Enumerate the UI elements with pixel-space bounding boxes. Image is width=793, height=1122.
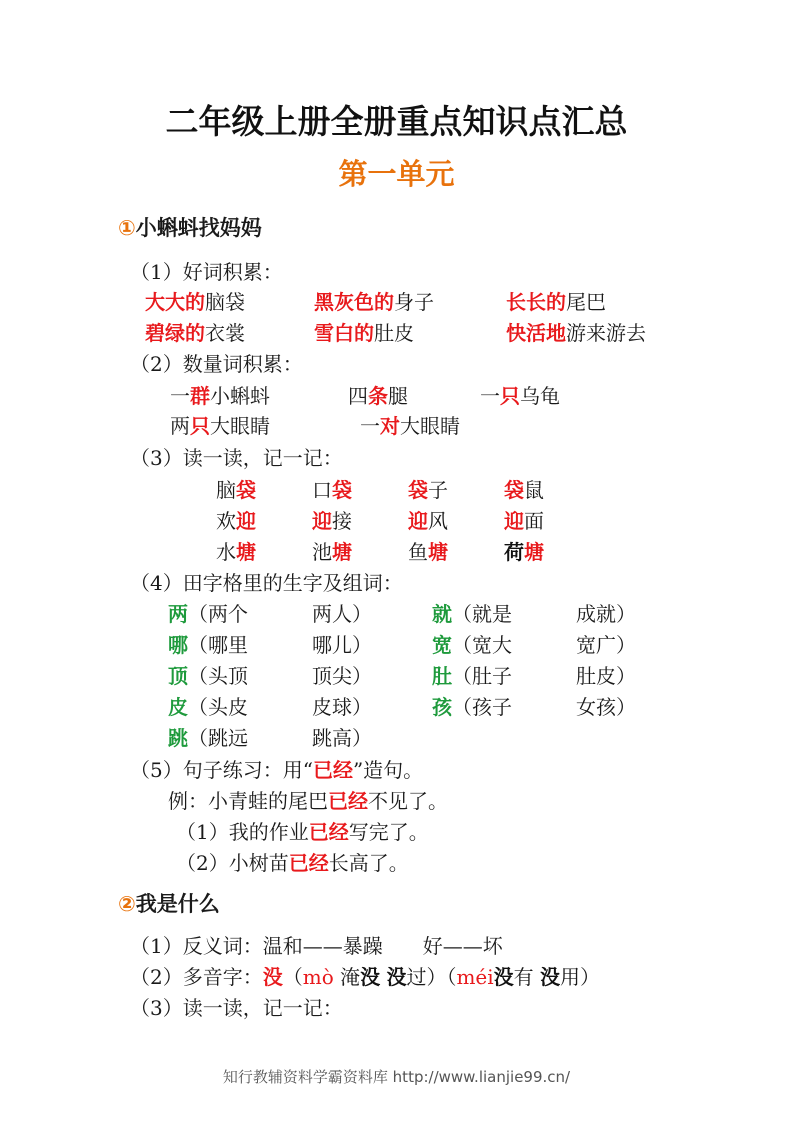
sentence-practice-heading: （5）句子练习：用“已经”造句。 <box>130 758 424 782</box>
example-sentence: （1）我的作业已经写完了。 <box>176 820 429 844</box>
lesson-heading-1 <box>118 212 262 242</box>
measure-phrase: 一只乌龟 <box>480 384 560 408</box>
lesson-number: ② <box>118 892 136 916</box>
new-char-word: 两人） <box>312 602 372 626</box>
read-word: 池塘 <box>312 540 352 564</box>
example-sentence: （2）小树苗已经长高了。 <box>176 851 409 875</box>
example-sentence: 例：小青蛙的尾巴已经不见了。 <box>168 789 448 813</box>
phrase: 碧绿的衣裳 <box>145 321 245 345</box>
read-word: 荷塘 <box>504 540 544 564</box>
new-char-word: 顶尖） <box>312 664 372 688</box>
read-word: 欢迎 <box>216 509 256 533</box>
measure-phrase: 四条腿 <box>348 384 408 408</box>
read-word: 鱼塘 <box>408 540 448 564</box>
phrase: 大大的脑袋 <box>145 290 245 314</box>
read-word: 迎风 <box>408 509 448 533</box>
section-heading: （3）读一读，记一记： <box>130 446 343 470</box>
new-char-word: 成就） <box>576 602 636 626</box>
read-word: 袋子 <box>408 478 448 502</box>
phrase: 快活地游来游去 <box>506 321 646 345</box>
lesson-heading-2 <box>118 888 220 918</box>
new-char-word: 皮球） <box>312 695 372 719</box>
new-char-entry: 宽（宽大 <box>432 633 512 657</box>
antonyms-line: （1）反义词：温和——暴躁 好——坏 <box>130 934 503 958</box>
read-word: 脑袋 <box>216 478 256 502</box>
lesson-title: 小蝌蚪找妈妈 <box>135 216 262 240</box>
new-char-entry: 皮（头皮 <box>168 695 248 719</box>
read-word: 袋鼠 <box>504 478 544 502</box>
page-title: 二年级上册全册重点知识点汇总 <box>165 102 628 141</box>
new-char-word: 哪儿） <box>312 633 372 657</box>
polyphone-line: （2）多音字：没（mò 淹没 没过）（méi没有 没用） <box>130 965 601 989</box>
section-heading: （3）读一读，记一记： <box>130 996 343 1020</box>
measure-phrase: 一群小蝌蚪 <box>170 384 270 408</box>
section-heading: （2）数量词积累： <box>130 352 303 376</box>
measure-phrase: 一对大眼睛 <box>360 414 460 438</box>
new-char-entry: 哪（哪里 <box>168 633 248 657</box>
phrase: 长长的尾巴 <box>506 290 606 314</box>
lesson-title: 我是什么 <box>135 892 220 916</box>
footer-source: 知行教辅资料学霸资料库 http://www.lianjie99.cn/ <box>222 1068 571 1086</box>
phrase: 雪白的肚皮 <box>314 321 414 345</box>
read-word: 迎面 <box>504 509 544 533</box>
new-char-entry: 顶（头顶 <box>168 664 248 688</box>
new-char-entry: 孩（孩子 <box>432 695 512 719</box>
measure-phrase: 两只大眼睛 <box>170 414 270 438</box>
new-char-word: 女孩） <box>576 695 636 719</box>
new-char-word: 跳高） <box>312 726 372 750</box>
section-heading: （4）田字格里的生字及组词： <box>130 571 403 595</box>
new-char-entry: 两（两个 <box>168 602 248 626</box>
new-char-word: 宽广） <box>576 633 636 657</box>
read-word: 水塘 <box>216 540 256 564</box>
new-char-entry: 跳（跳远 <box>168 726 248 750</box>
read-word: 迎接 <box>312 509 352 533</box>
unit-heading: 第一单元 <box>338 157 455 191</box>
new-char-entry: 就（就是 <box>432 602 512 626</box>
new-char-entry: 肚（肚子 <box>432 664 512 688</box>
read-word: 口袋 <box>312 478 352 502</box>
new-char-word: 肚皮） <box>576 664 636 688</box>
section-heading: （1）好词积累： <box>130 260 283 284</box>
lesson-number: ① <box>118 216 136 240</box>
phrase: 黑灰色的身子 <box>314 290 434 314</box>
